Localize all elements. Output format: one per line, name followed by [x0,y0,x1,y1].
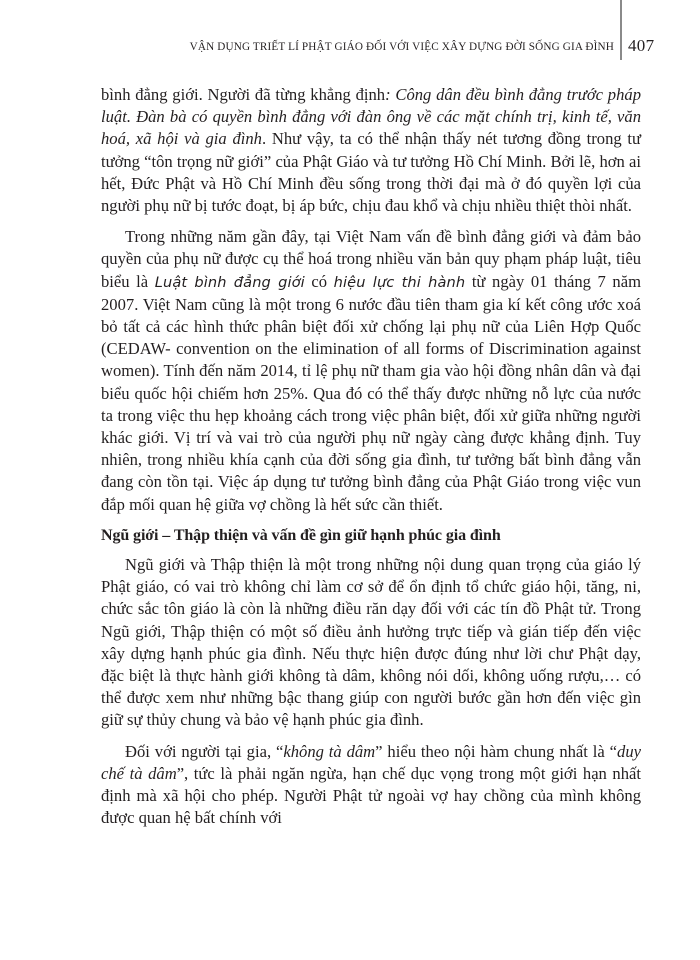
p2-text-cont: từ ngày 01 tháng 7 năm 2007. Việt Nam cũng là một trong 6 nước đầu tiên tham gia kí kết công ước xoá bỏ tất cả các hình thức phân biệt đối xử chống lại phụ nữ của Liên Hợp Quốc (CEDAW- convention on the elimination of all forms of Discrimination against women). Tính đến năm 2014, tỉ lệ phụ nữ tham gia vào hội đồng nhân dân và đại biểu quốc hội chiếm hơn 25%. Qua đó có thể thấy được những nỗ lực của nước ta trong việc thu hẹp khoảng cách trong việc phân biệt, đối xử giữa những người khác giới. Vị trí và vai trò của người phụ nữ ngày càng được khẳng định. Tuy nhiên, trong nhiều khía cạnh của đời sống gia đình, tư tưởng bất bình đẳng vẫn đang còn tồn tại. Việc áp dụng tư tưởng bình đẳng của Phật Giáo trong việc vun đắp mối quan hệ giữa vợ chồng là hết sức cần thiết. [101,271,641,514]
p1-quote-italic: : Công dân đều bình đẳng trước pháp luật. Đàn bà có quyền bình đẳng với đàn ông về các mặt chính trị, kinh tế, văn hoá, xã hội và gia đình [101,85,641,149]
p4-term-italic-2: duy chế tà dâm [101,741,641,783]
running-head-title: VẬN DỤNG TRIẾT LÍ PHẬT GIÁO ĐỐI VỚI VIỆC XÂY DỰNG ĐỜI SỐNG GIA ĐÌNH [189,41,614,53]
header-divider-rule [620,0,622,60]
p3-text: Ngũ giới và Thập thiện là một trong những nội dung quan trọng của giáo lý Phật giáo, có vai trò không chỉ làm cơ sở để ổn định tổ chức giáo hội, tăng, ni, chức sắc tôn giáo là còn là những điều răn dạy đối với các tín đồ Phật tử. Trong Ngũ giới, Thập thiện có một số điều ảnh hưởng trực tiếp và gián tiếp đến việc xây dựng hạnh phúc gia đình. Nếu thực hiện được đúng như lời chư Phật dạy, đặc biệt là thực hành giới không tà dâm, không nói dối, không uống rượu,… có thể được xem như những bậc thang giúp con người bước gần hơn đến việc gìn giữ sự thủy chung và bảo vệ hạnh phúc gia đình. [101,555,641,730]
paragraph-4 [101,741,641,830]
body-text [101,84,641,830]
p1-text: bình đẳng giới. Người đã từng khẳng định [101,85,386,104]
page-number: 407 [628,36,655,55]
p4-text-2: ” hiểu theo nội hàm chung nhất là “ [375,741,618,761]
p4-term-italic: không tà dâm [283,741,376,761]
p2-text: Trong những năm gần đây, tại Việt Nam vấn đề bình đẳng giới và đảm bảo quyền của phụ nữ được cụ thể hoá trong nhiều văn bản quy phạm pháp luật, tiêu biểu là [101,227,641,291]
paragraph-3 [101,554,641,732]
p4-text: Đối với người tại gia, “ [125,741,284,761]
p2-effective-phrase: hiệu lực thi hành [333,273,466,291]
p2-text-co: có [304,271,334,291]
p4-text-3: ”, tức là phải ngăn ngừa, hạn chế dục vọng trong một giới hạn nhất định mà xã hội cho phép. Người Phật tử ngoài vợ hay chồng của mình không được quan hệ bất chính với [101,763,641,828]
section-heading: Ngũ giới – Thập thiện và vấn đề gìn giữ hạnh phúc gia đình [101,526,501,544]
p2-law-title: Luật bình đẳng giới [154,273,305,291]
paragraph-2 [101,226,641,516]
page-header [0,0,700,64]
p1-text-cont: . Như vậy, ta có thể nhận thấy nét tương đồng trong tư tưởng “tôn trọng nữ giới” của Phật Giáo và tư tưởng Hồ Chí Minh. Bởi lẽ, hơn ai hết, Đức Phật và Hồ Chí Minh đều sống trong thời đại mà ở đó quyền lợi của người phụ nữ bị tước đoạt, bị áp bức, chịu đau khổ và chịu nhiều thiệt thòi nhất. [101,129,642,216]
paragraph-1 [101,84,641,217]
